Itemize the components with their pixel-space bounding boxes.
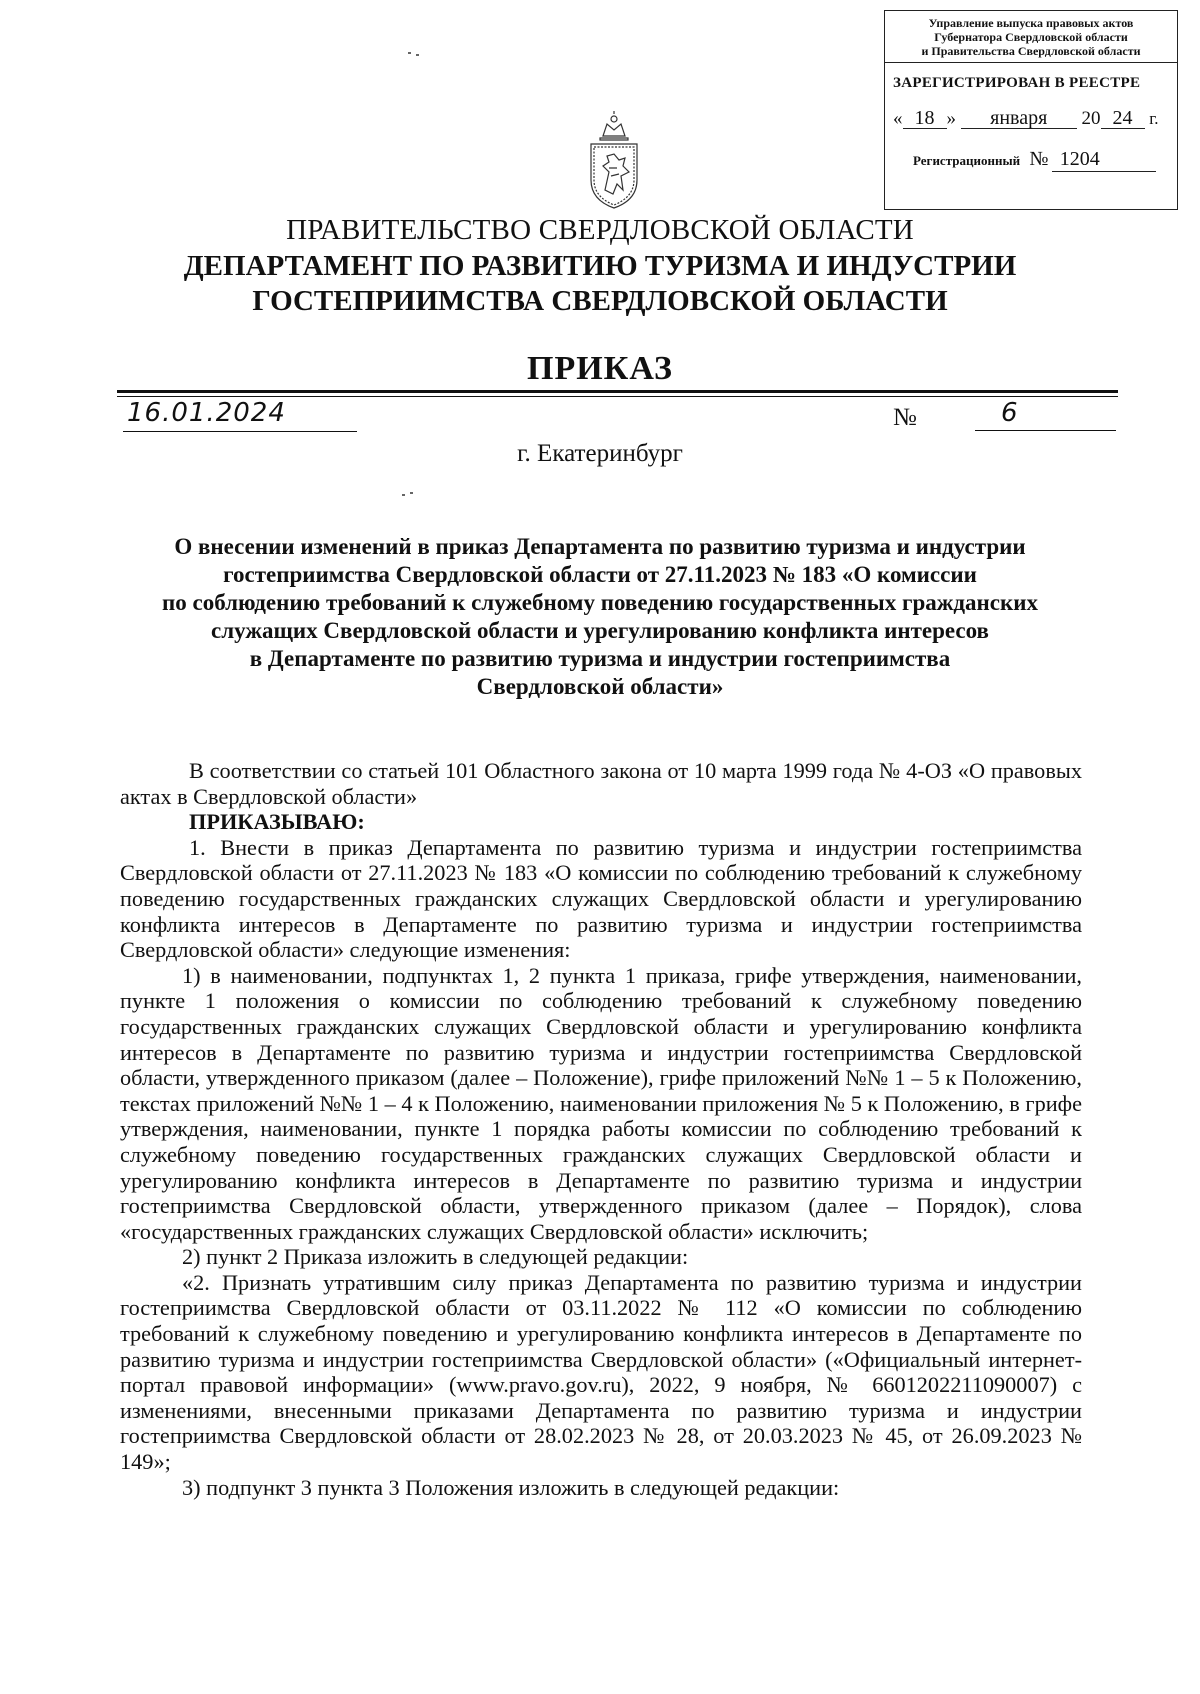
stamp-year-prefix: 20	[1081, 108, 1101, 129]
title-line: в Департаменте по развитию туризма и индустрии гостеприимства	[249, 646, 951, 671]
title-line: гостеприимства Свердловской области от 27.11.2023 № 183 «О комиссии	[223, 562, 977, 587]
order-word: ПРИКАЗЫВАЮ:	[189, 809, 365, 835]
stamp-authority-line: Управление выпуска правовых актов	[928, 16, 1134, 30]
document-type: ПРИКАЗ	[527, 350, 673, 387]
city: г. Екатеринбург	[517, 440, 683, 467]
department-name-line2: ГОСТЕПРИИМСТВА СВЕРДЛОВСКОЙ ОБЛАСТИ	[252, 285, 948, 317]
stamp-year-abbr: г.	[1149, 109, 1159, 128]
stamp-authority-line: Губернатора Свердловской области	[934, 30, 1128, 44]
scan-speck	[416, 54, 419, 56]
order-number-label: №	[893, 404, 917, 431]
stamp-reg-number: 1204	[1052, 148, 1156, 172]
handwritten-number: 6	[975, 398, 1116, 431]
header-rule-thick	[117, 390, 1118, 393]
stamp-year-suffix: 24	[1101, 108, 1145, 129]
title-line: Свердловской области»	[476, 674, 724, 699]
document-body	[120, 758, 1082, 1500]
stamp-authority	[885, 11, 1177, 63]
stamp-open-quote: «	[893, 108, 903, 129]
stamp-date	[893, 108, 1177, 130]
scan-speck	[402, 494, 405, 496]
stamp-number-sign: №	[1029, 148, 1049, 170]
item-1: 1. Внести в приказ Департамента по развитию туризма и индустрии гостеприимства Свердловской области от 27.11.2023 № 183 «О комиссии по соблюдению требований к служебному поведению государственных гражданских служащих Свердловской области и урегулированию конфликта интересов в Департаменте по развитию туризма и индустрии гостеприимства Свердловской области» следующие изменения:	[120, 834, 1082, 963]
title-line: О внесении изменений в приказ Департамента по развитию туризма и индустрии	[174, 534, 1026, 559]
subitem-2: 2) пункт 2 Приказа изложить в следующей редакции:	[182, 1244, 689, 1270]
stamp-authority-line: и Правительства Свердловской области	[921, 44, 1141, 58]
title-line: служащих Свердловской области и урегулированию конфликта интересов	[211, 618, 989, 643]
scan-speck	[408, 52, 411, 54]
stamp-registered-label: ЗАРЕГИСТРИРОВАН В РЕЕСТРЕ	[893, 75, 1141, 91]
department-name-line1: ДЕПАРТАМЕНТ ПО РАЗВИТИЮ ТУРИЗМА И ИНДУСТРИИ	[183, 250, 1017, 282]
stamp-month: января	[961, 108, 1077, 129]
title-line: по соблюдению требований к служебному поведению государственных гражданских	[161, 590, 1039, 615]
subitem-1: 1) в наименовании, подпунктах 1, 2 пункта 1 приказа, грифе утверждения, наименовании, пункте 1 положения о комиссии по соблюдению требований к служебному поведению государственных гражданских служащих Свердловской области и урегулированию конфликта интересов в Департаменте по развитию туризма и индустрии гостеприимства Свердловской области, утвержденного приказом (далее – Положение), грифе приложений №№ 1 – 5 к Положению, текстах приложений №№ 1 – 4 к Положению, наименовании приложения № 5 к Положению, в грифе утверждения, наименовании, пункте 1 порядка работы комиссии по соблюдению требований к служебному поведению государственных гражданских служащих Свердловской области и урегулированию конфликта интересов в Департаменте по развитию туризма и индустрии гостеприимства Свердловской области, утвержденного приказом (далее – Порядок), слова «государственных гражданских служащих Свердловской области» исключить;	[120, 962, 1082, 1244]
registration-stamp	[884, 10, 1178, 210]
stamp-close-quote: »	[946, 108, 956, 129]
preamble: В соответствии со статьей 101 Областного закона от 10 марта 1999 года № 4-ОЗ «О правовых актах в Свердловской области»	[120, 758, 1082, 809]
subitem-3: 3) подпункт 3 пункта 3 Положения изложить в следующей редакции:	[182, 1474, 840, 1500]
quoted-item-2: «2. Признать утратившим силу приказ Департамента по развитию туризма и индустрии гостеприимства Свердловской области от 03.11.2022 № 112 «О комиссии по соблюдению требований к служебному поведению и урегулированию конфликта интересов в Департаменте по развитию туризма и индустрии гостеприимства Свердловской области» («Официальный интернет-портал правовой информации» (www.pravo.gov.ru), 2022, 9 ноября, № 6601202211090007) с изменениями, внесенными приказами Департамента по развитию туризма и индустрии гостеприимства Свердловской области от 28.02.2023 № 28, от 20.03.2023 № 45, от 26.09.2023 № 149»;	[120, 1269, 1082, 1475]
stamp-number	[913, 148, 1177, 172]
government-name: ПРАВИТЕЛЬСТВО СВЕРДЛОВСКОЙ ОБЛАСТИ	[286, 214, 914, 246]
scan-speck	[410, 492, 413, 494]
coat-of-arms-icon	[583, 110, 645, 212]
header-rule-thin	[117, 396, 1118, 397]
handwritten-date: 16.01.2024	[123, 398, 357, 432]
stamp-reg-label: Регистрационный	[913, 153, 1021, 168]
document-title	[120, 533, 1080, 701]
stamp-day: 18	[903, 108, 947, 129]
